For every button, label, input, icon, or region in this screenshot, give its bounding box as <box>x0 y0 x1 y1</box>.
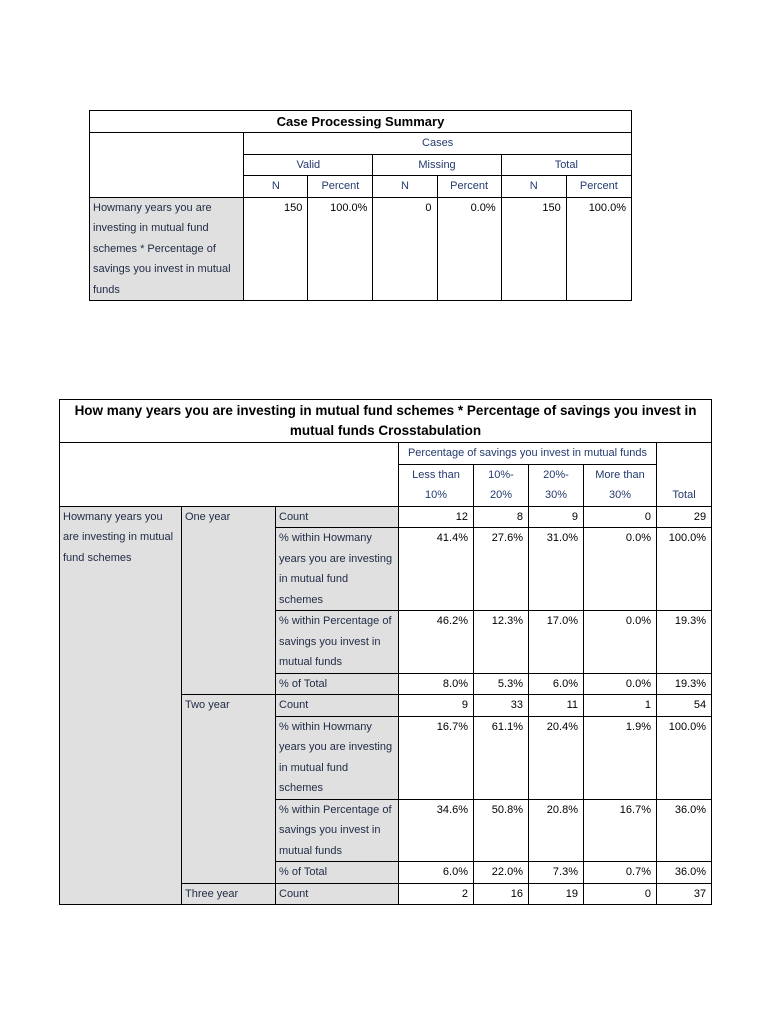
stat-label-within-row: % within Howmany years you are investing in mutual fund schemes <box>276 528 399 611</box>
table-cell: 0 <box>584 506 657 528</box>
table-cell: 22.0% <box>474 862 529 884</box>
summary-valid-percent: 100.0% <box>308 197 373 301</box>
stat-label-count: Count <box>276 695 399 717</box>
stat-label-count: Count <box>276 506 399 528</box>
table-cell: 1 <box>584 695 657 717</box>
crosstab-column-group-header: Percentage of savings you invest in mutual funds <box>399 443 657 465</box>
column-header-10-20: 10%- 20% <box>474 464 529 506</box>
table-cell: 31.0% <box>529 528 584 611</box>
table-cell: 20.4% <box>529 716 584 799</box>
crosstab-corner <box>60 443 399 507</box>
table-cell: 12 <box>399 506 474 528</box>
summary-cases-header: Cases <box>244 133 632 155</box>
case-processing-summary-table <box>89 110 632 301</box>
stat-label-of-total: % of Total <box>276 862 399 884</box>
stat-label-within-column: % within Percentage of savings you invest in mutual funds <box>276 799 399 862</box>
table-cell: 2 <box>399 883 474 905</box>
summary-missing-percent: 0.0% <box>437 197 501 301</box>
summary-total-header: Total <box>501 154 631 176</box>
crosstab-title: How many years you are investing in mutual fund schemes * Percentage of savings you invest in mutual funds Crosstabulation <box>60 400 712 443</box>
group-label-two-year: Two year <box>182 695 276 884</box>
table-cell: 27.6% <box>474 528 529 611</box>
table-cell: 19.3% <box>657 611 712 674</box>
table-cell: 7.3% <box>529 862 584 884</box>
summary-valid-header: Valid <box>244 154 373 176</box>
column-header-less-than-10: Less than 10% <box>399 464 474 506</box>
column-header-20-30: 20%- 30% <box>529 464 584 506</box>
group-label-one-year: One year <box>182 506 276 695</box>
table-cell: 20.8% <box>529 799 584 862</box>
row-variable-label: Howmany years you are investing in mutual fund schemes <box>60 506 182 905</box>
table-cell: 0.0% <box>584 673 657 695</box>
summary-corner <box>90 133 244 198</box>
table-cell: 0.0% <box>584 611 657 674</box>
table-cell: 9 <box>529 506 584 528</box>
stat-label-within-column: % within Percentage of savings you invest in mutual funds <box>276 611 399 674</box>
table-cell: 19.3% <box>657 673 712 695</box>
table-cell: 0 <box>584 883 657 905</box>
summary-n-header: N <box>373 176 437 198</box>
table-cell: 36.0% <box>657 799 712 862</box>
table-cell: 17.0% <box>529 611 584 674</box>
stat-label-count: Count <box>276 883 399 905</box>
table-cell: 46.2% <box>399 611 474 674</box>
summary-title: Case Processing Summary <box>90 111 632 133</box>
table-cell: 8 <box>474 506 529 528</box>
table-cell: 37 <box>657 883 712 905</box>
table-cell: 6.0% <box>399 862 474 884</box>
table-cell: 12.3% <box>474 611 529 674</box>
summary-row-label: Howmany years you are investing in mutual fund schemes * Percentage of savings you invest in mutual funds <box>90 197 244 301</box>
summary-valid-n: 150 <box>244 197 308 301</box>
table-cell: 100.0% <box>657 716 712 799</box>
summary-n-header: N <box>501 176 566 198</box>
table-cell: 29 <box>657 506 712 528</box>
table-cell: 50.8% <box>474 799 529 862</box>
summary-percent-header: Percent <box>437 176 501 198</box>
table-cell: 1.9% <box>584 716 657 799</box>
table-cell: 54 <box>657 695 712 717</box>
summary-n-header: N <box>244 176 308 198</box>
table-cell: 34.6% <box>399 799 474 862</box>
table-cell: 9 <box>399 695 474 717</box>
table-cell: 19 <box>529 883 584 905</box>
table-cell: 36.0% <box>657 862 712 884</box>
column-header-total: Total <box>657 464 712 506</box>
summary-missing-header: Missing <box>373 154 501 176</box>
summary-percent-header: Percent <box>566 176 631 198</box>
crosstabulation-table <box>59 399 712 905</box>
table-cell: 33 <box>474 695 529 717</box>
table-cell: 100.0% <box>657 528 712 611</box>
table-cell: 0.7% <box>584 862 657 884</box>
table-cell: 61.1% <box>474 716 529 799</box>
crosstab-total-header-top <box>657 443 712 465</box>
group-label-three-year: Three year <box>182 883 276 905</box>
table-cell: 41.4% <box>399 528 474 611</box>
summary-missing-n: 0 <box>373 197 437 301</box>
table-cell: 8.0% <box>399 673 474 695</box>
table-cell: 5.3% <box>474 673 529 695</box>
stat-label-within-row: % within Howmany years you are investing in mutual fund schemes <box>276 716 399 799</box>
column-header-more-than-30: More than 30% <box>584 464 657 506</box>
table-cell: 16 <box>474 883 529 905</box>
summary-total-percent: 100.0% <box>566 197 631 301</box>
summary-total-n: 150 <box>501 197 566 301</box>
table-cell: 16.7% <box>584 799 657 862</box>
table-cell: 6.0% <box>529 673 584 695</box>
table-cell: 16.7% <box>399 716 474 799</box>
table-cell: 11 <box>529 695 584 717</box>
stat-label-of-total: % of Total <box>276 673 399 695</box>
summary-percent-header: Percent <box>308 176 373 198</box>
table-cell: 0.0% <box>584 528 657 611</box>
